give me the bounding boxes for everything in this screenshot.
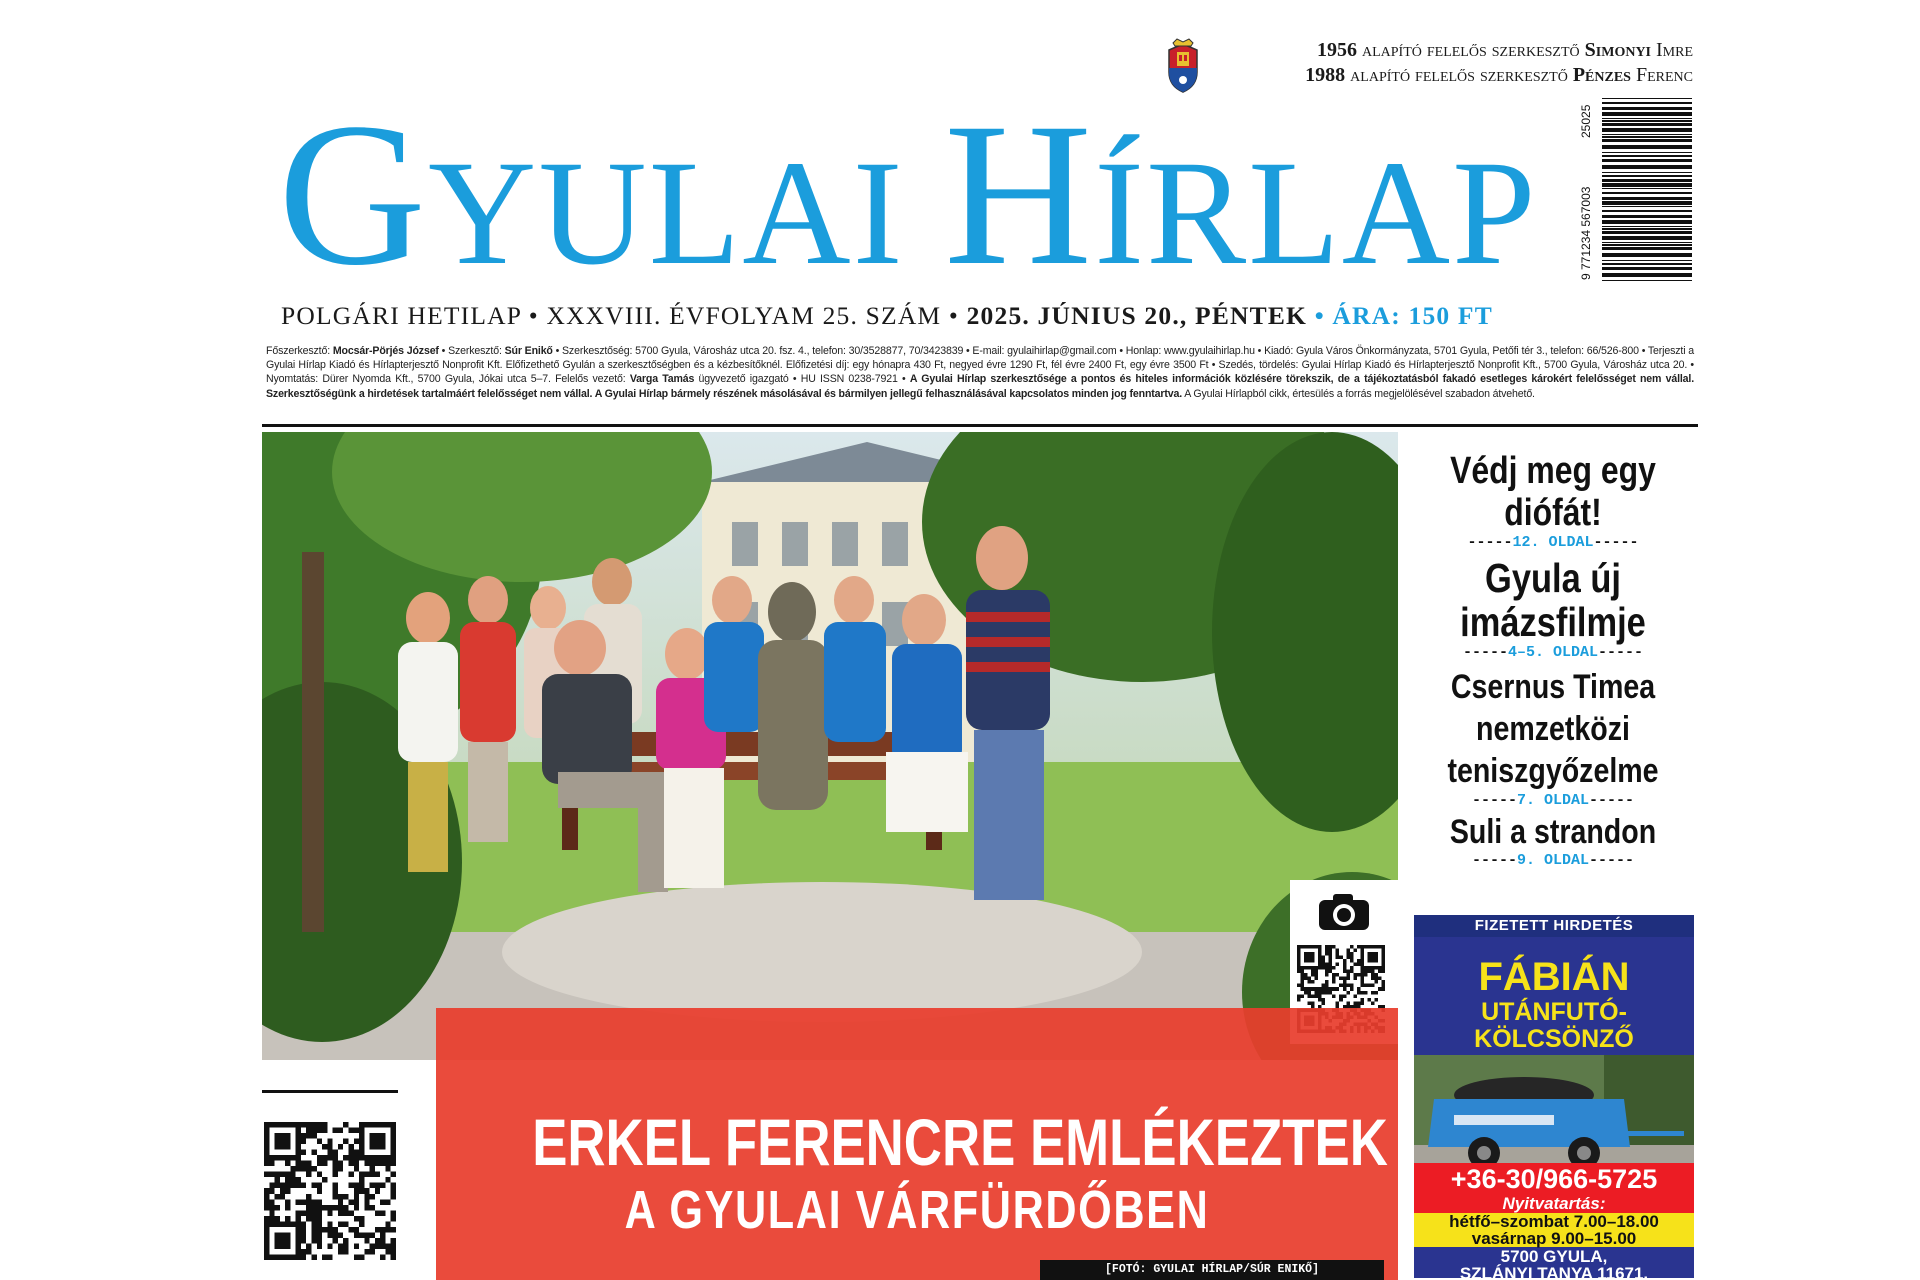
ad-subtitle: KÖLCSÖNZŐ	[1474, 1025, 1634, 1053]
newspaper-logo: GYULAI HÍRLAP	[278, 81, 1538, 308]
divider	[262, 424, 1698, 427]
ad-subtitle: UTÁNFUTÓ-	[1481, 998, 1627, 1026]
trailer-photo	[1414, 1055, 1694, 1177]
divider	[262, 1090, 398, 1093]
headline-banner	[436, 1008, 1398, 1280]
founder-line: 1988 alapító felelős szerkesztő Pénzes Ferenc	[1305, 64, 1693, 86]
main-photo	[262, 432, 1398, 1060]
website-qr-code	[264, 1122, 396, 1260]
barcode-number: 9 771234 567003	[1579, 186, 1593, 280]
teaser-item[interactable]: Gyula új imázsfilmje -----4–5. OLDAL-----	[1460, 555, 1646, 661]
camera-icon	[1317, 892, 1371, 932]
teaser-item[interactable]: Csernus Timea nemzetközi teniszgyőzelme -----7. OLDAL-----	[1447, 668, 1659, 809]
advertisement[interactable]	[1414, 937, 1694, 1278]
ad-label: FIZETETT HIRDETÉS	[1414, 915, 1694, 937]
ad-phone[interactable]: +36-30/966-5725	[1414, 1163, 1694, 1195]
paper-type: POLGÁRI HETILAP	[281, 301, 522, 330]
teaser-item[interactable]: Védj meg egy diófát! -----12. OLDAL-----	[1450, 450, 1656, 551]
barcode	[1576, 96, 1694, 288]
issue-price: ÁRA: 150 FT	[1332, 301, 1493, 330]
ad-address: 5700 GYULA, SZLÁNYI TANYA 11671.	[1459, 1247, 1649, 1278]
headline-title: ERKEL FERENCRE EMLÉKEZTEK	[532, 1105, 1388, 1179]
ad-hours-title: Nyitvatartás:	[1414, 1195, 1694, 1213]
issue-date: 2025. JÚNIUS 20., PÉNTEK	[966, 301, 1308, 330]
founder-line: 1956 alapító felelős szerkesztő Simonyi Imre	[1316, 39, 1693, 61]
volume-number: XXXVIII. ÉVFOLYAM 25. SZÁM	[546, 301, 942, 330]
ad-title: FÁBIÁN	[1478, 955, 1630, 999]
photo-credit: [FOTÓ: GYULAI HÍRLAP/SÚR ENIKŐ]	[1040, 1260, 1384, 1280]
barcode-issue: 25025	[1579, 104, 1593, 138]
headline-subtitle: A GYULAI VÁRFÜRDŐBEN	[624, 1180, 1210, 1240]
imprint: Főszerkesztő: Mocsár-Pörjés József • Szerkesztő: Súr Enikő • Szerkesztőség: 5700 Gyula, Városház utca 20. fsz. 4., telefon: 30/3528877, 70/3423839 • E-mail: gyulaihirlap@gmail.com • Honlap: www.gyulaihirlap.hu • Kiadó: Gyula Város Önkormányzata, 5701 Gyula, Petőfi tér 3., telefon: 66/526-800 • Terjeszti a Gyulai Hírlap Kiadó és Hírlapterjesztő Nonprofit Kft. Előfizethető Gyulán a szerkesztőségben és a kézbesítőknél. Előfizetési díj: egy hónapra 430 Ft, negyed évre 1290 Ft, fél évre 2400 Ft, egy évre 3500 Ft • Szedés, tördelés: Gyulai Hírlap Kiadó és Hírlapterjesztő Nonprofit Kft., 5700 Gyula, Városház utca 20. • Nyomtatás: Dürer Nyomda Kft., 5700 Gyula, Jókai utca 5–7. Felelős vezető: Varga Tamás ügyvezető igazgató • HU ISSN 0238-7921 • A Gyulai Hírlap szerkesztősége a pontos és hiteles információk közlésére törekszik, de a tájékoztatásból fakadó esetleges károkért felelősséget nem vállal. Szerkesztőségünk a hirdetések tartalmáért felelősséget nem vállal. A Gyulai Hírlap bármely részének másolásával és bármilyen jellegű felhasználásával kapcsolatos minden jog fenntartva. A Gyulai Hírlapból cikk, értesülés a forrás megjelölésével szabadon átvehető.	[266, 345, 1695, 400]
ad-hours: hétfő–szombat 7.00–18.00 vasárnap 9.00–15.00	[1414, 1213, 1694, 1247]
teaser-item[interactable]: Suli a strandon -----9. OLDAL-----	[1449, 813, 1657, 869]
teaser-column	[1413, 450, 1693, 870]
dateline: POLGÁRI HETILAP • XXXVIII. ÉVFOLYAM 25. SZÁM • 2025. JÚNIUS 20., PÉNTEK • ÁRA: 150 FT	[281, 301, 1493, 330]
